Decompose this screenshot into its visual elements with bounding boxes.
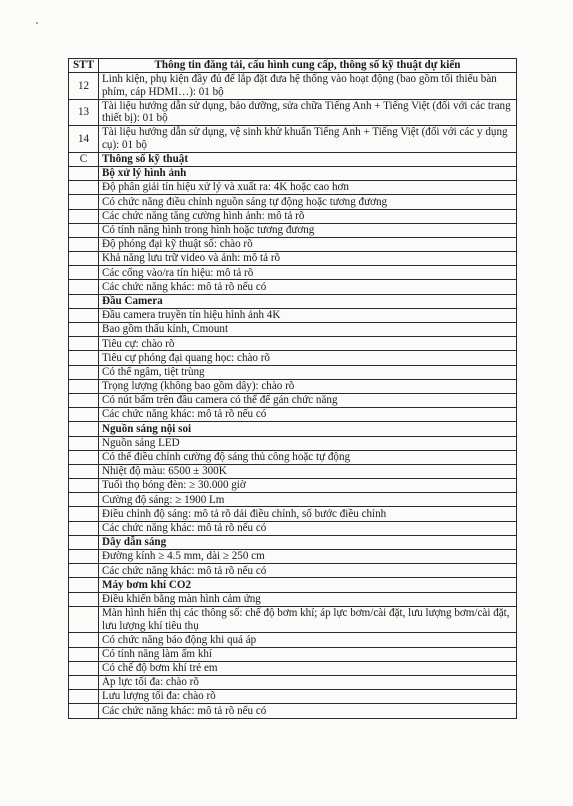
row-text: Các chức năng khác: mô tả rõ nếu có — [99, 564, 517, 578]
table-row — [69, 450, 517, 464]
row-text: Cường độ sáng: ≥ 1900 Lm — [99, 493, 517, 507]
table-row — [69, 195, 517, 209]
row-stt — [69, 422, 99, 436]
row-text: Có chức năng báo động khi quá áp — [99, 633, 517, 647]
row-text: Các cổng vào/ra tín hiệu: mô tả rõ — [99, 266, 517, 280]
row-text: Có tính năng làm ấm khí — [99, 647, 517, 661]
table-row — [69, 99, 517, 126]
table-row — [69, 661, 517, 675]
table-row — [69, 690, 517, 704]
row-text: Có thể điều chỉnh cường độ sáng thủ công hoặc tự động — [99, 450, 517, 464]
table-row — [69, 578, 517, 592]
table-row — [69, 550, 517, 564]
table-row — [69, 337, 517, 351]
table-row — [69, 223, 517, 237]
row-stt — [69, 351, 99, 365]
row-stt — [69, 294, 99, 308]
table-row — [69, 521, 517, 535]
row-stt — [69, 578, 99, 592]
row-stt — [69, 436, 99, 450]
table-row — [69, 73, 517, 100]
row-stt — [69, 252, 99, 266]
row-stt — [69, 464, 99, 478]
table-row — [69, 704, 517, 718]
row-text: Độ phân giải tín hiệu xử lý và xuất ra: 4K hoặc cao hơn — [99, 181, 517, 195]
row-stt — [69, 690, 99, 704]
row-text: Điều chỉnh độ sáng: mô tả rõ dải điều chỉnh, số bước điều chỉnh — [99, 507, 517, 521]
table-row — [69, 493, 517, 507]
table-row — [69, 266, 517, 280]
table-row — [69, 181, 517, 195]
row-stt — [69, 606, 99, 633]
row-stt — [69, 704, 99, 718]
table-row — [69, 633, 517, 647]
table-row — [69, 379, 517, 393]
specification-table — [68, 58, 517, 719]
row-stt — [69, 237, 99, 251]
row-stt — [69, 507, 99, 521]
row-text: Tiêu cự: chào rõ — [99, 337, 517, 351]
table-body — [69, 73, 517, 719]
header-stt: STT — [69, 59, 99, 73]
row-stt: C — [69, 152, 99, 166]
row-text: Có tính năng hình trong hình hoặc tương đương — [99, 223, 517, 237]
table-row — [69, 365, 517, 379]
section-heading: Dây dẫn sáng — [99, 535, 517, 549]
row-stt: 13 — [69, 99, 99, 126]
table-row — [69, 535, 517, 549]
table-row — [69, 408, 517, 422]
table-row — [69, 464, 517, 478]
row-text: Áp lực tối đa: chào rõ — [99, 675, 517, 689]
table-row — [69, 126, 517, 153]
table-row — [69, 280, 517, 294]
row-text: Tiêu cự phóng đại quang học: chào rõ — [99, 351, 517, 365]
row-text: Đường kính ≥ 4.5 mm, dài ≥ 250 cm — [99, 550, 517, 564]
row-stt — [69, 550, 99, 564]
row-stt — [69, 280, 99, 294]
row-text: Độ phóng đại kỹ thuật số: chào rõ — [99, 237, 517, 251]
table-row — [69, 436, 517, 450]
row-text: Có thể ngâm, tiệt trùng — [99, 365, 517, 379]
table-row — [69, 507, 517, 521]
row-text: Tài liệu hướng dẫn sử dụng, vệ sinh khử khuẩn Tiếng Anh + Tiếng Việt (đối với các y dụng cụ): 01 bộ — [99, 126, 517, 153]
row-stt — [69, 266, 99, 280]
row-stt — [69, 379, 99, 393]
row-stt — [69, 661, 99, 675]
row-stt — [69, 223, 99, 237]
row-text: Tuổi thọ bóng đèn: ≥ 30.000 giờ — [99, 479, 517, 493]
row-text: Trọng lượng (không bao gồm dây): chào rõ — [99, 379, 517, 393]
row-text: Có nút bấm trên đầu camera có thể để gán chức năng — [99, 393, 517, 407]
row-stt — [69, 393, 99, 407]
row-text: Lưu lượng tối đa: chào rõ — [99, 690, 517, 704]
row-stt — [69, 564, 99, 578]
row-text: Khả năng lưu trữ video và ảnh: mô tả rõ — [99, 252, 517, 266]
table-row — [69, 675, 517, 689]
row-stt — [69, 450, 99, 464]
row-stt — [69, 479, 99, 493]
row-stt — [69, 195, 99, 209]
row-stt — [69, 675, 99, 689]
table-row — [69, 479, 517, 493]
section-heading: Thông số kỹ thuật — [99, 152, 517, 166]
row-stt — [69, 166, 99, 180]
table-row — [69, 393, 517, 407]
table-row — [69, 252, 517, 266]
row-text: Đầu camera truyền tín hiệu hình ảnh 4K — [99, 308, 517, 322]
row-stt — [69, 408, 99, 422]
row-stt — [69, 181, 99, 195]
table-row — [69, 237, 517, 251]
row-stt — [69, 592, 99, 606]
row-text: Các chức năng khác: mô tả rõ nếu có — [99, 280, 517, 294]
section-heading: Máy bơm khí CO2 — [99, 578, 517, 592]
row-stt — [69, 493, 99, 507]
table-row — [69, 323, 517, 337]
row-stt: 14 — [69, 126, 99, 153]
row-text: Linh kiện, phụ kiện đầy đủ để lắp đặt đưa hệ thống vào hoạt động (bao gồm tối thiểu bàn phím, cáp HDMI…): 01 bộ — [99, 73, 517, 100]
table-row — [69, 209, 517, 223]
row-stt — [69, 633, 99, 647]
row-text: Các chức năng khác: mô tả rõ nếu có — [99, 408, 517, 422]
section-heading: Nguồn sáng nội soi — [99, 422, 517, 436]
row-text: Các chức năng khác: mô tả rõ nếu có — [99, 521, 517, 535]
section-heading: Đầu Camera — [99, 294, 517, 308]
row-text: Điều khiển bằng màn hình cảm ứng — [99, 592, 517, 606]
row-stt — [69, 365, 99, 379]
row-stt — [69, 323, 99, 337]
row-stt — [69, 337, 99, 351]
row-text: Các chức năng tăng cường hình ảnh: mô tả rõ — [99, 209, 517, 223]
table-row — [69, 592, 517, 606]
row-text: Các chức năng khác: mô tả rõ nếu có — [99, 704, 517, 718]
row-stt: 12 — [69, 73, 99, 100]
table-row — [69, 564, 517, 578]
row-stt — [69, 535, 99, 549]
table-row — [69, 647, 517, 661]
table-row — [69, 294, 517, 308]
row-text: Tài liệu hướng dẫn sử dụng, bảo dưỡng, sửa chữa Tiếng Anh + Tiếng Việt (đối với các trang thiết bị): 01 bộ — [99, 99, 517, 126]
row-stt — [69, 521, 99, 535]
table-row — [69, 606, 517, 633]
row-text: Nhiệt độ màu: 6500 ± 300K — [99, 464, 517, 478]
row-text: Có chức năng điều chỉnh nguồn sáng tự động hoặc tương đương — [99, 195, 517, 209]
table-row — [69, 422, 517, 436]
table-row — [69, 308, 517, 322]
row-text: Màn hình hiển thị các thông số: chế độ bơm khí; áp lực bơm/cài đặt, lưu lượng bơm/cài đặt, lưu lượng khí tiêu thụ — [99, 606, 517, 633]
row-text: Nguồn sáng LED — [99, 436, 517, 450]
row-stt — [69, 647, 99, 661]
table-row — [69, 166, 517, 180]
scan-speck — [36, 22, 38, 24]
table-row — [69, 152, 517, 166]
row-text: Bao gồm thấu kính, Cmount — [99, 323, 517, 337]
header-info: Thông tin đăng tải, cấu hình cung cấp, thông số kỹ thuật dự kiến — [99, 59, 517, 73]
row-stt — [69, 209, 99, 223]
table-header-row — [69, 59, 517, 73]
row-stt — [69, 308, 99, 322]
section-heading: Bộ xử lý hình ảnh — [99, 166, 517, 180]
row-text: Có chế độ bơm khí trẻ em — [99, 661, 517, 675]
table-row — [69, 351, 517, 365]
